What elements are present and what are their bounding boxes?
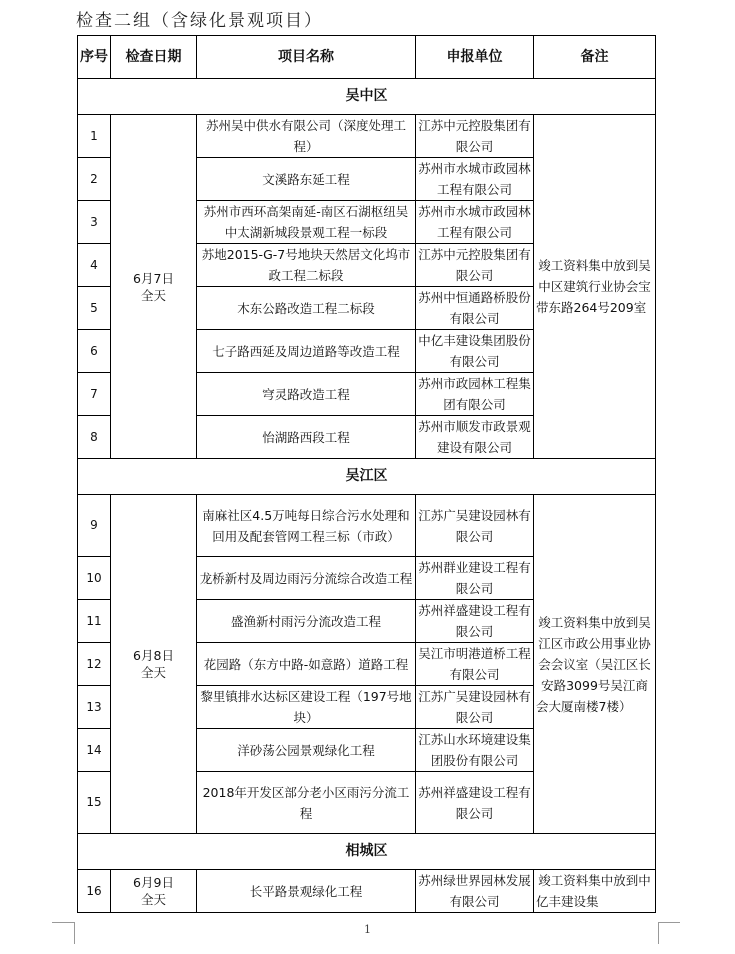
row-number: 5 — [78, 287, 111, 330]
remark: 竣工资料集中放到中亿丰建设集 — [534, 870, 656, 913]
inspection-date: 6月7日 全天 — [111, 115, 197, 459]
row-number: 6 — [78, 330, 111, 373]
header-date: 检查日期 — [111, 36, 197, 79]
project-name: 黎里镇排水达标区建设工程（197号地块） — [197, 686, 416, 729]
row-number: 4 — [78, 244, 111, 287]
project-name: 文溪路东延工程 — [197, 158, 416, 201]
applicant-unit: 中亿丰建设集团股份有限公司 — [416, 330, 534, 373]
header-no: 序号 — [78, 36, 111, 79]
table-row — [78, 495, 656, 557]
project-name: 南麻社区4.5万吨每日综合污水处理和回用及配套管网工程三标（市政） — [197, 495, 416, 557]
applicant-unit: 苏州市水城市政园林工程有限公司 — [416, 201, 534, 244]
row-number: 7 — [78, 373, 111, 416]
page-number: 1 — [364, 923, 371, 936]
project-name: 木东公路改造工程二标段 — [197, 287, 416, 330]
applicant-unit: 江苏广吴建设园林有限公司 — [416, 495, 534, 557]
project-name: 苏州市西环高架南延-南区石湖枢纽吴中太湖新城段景观工程一标段 — [197, 201, 416, 244]
row-number: 8 — [78, 416, 111, 459]
project-name: 长平路景观绿化工程 — [197, 870, 416, 913]
applicant-unit: 苏州市顺发市政景观建设有限公司 — [416, 416, 534, 459]
project-name: 盛渔新村雨污分流改造工程 — [197, 600, 416, 643]
applicant-unit: 江苏广吴建设园林有限公司 — [416, 686, 534, 729]
header-project-name: 项目名称 — [197, 36, 416, 79]
row-number: 1 — [78, 115, 111, 158]
row-number: 14 — [78, 729, 111, 772]
applicant-unit: 江苏中元控股集团有限公司 — [416, 244, 534, 287]
project-name: 怡湖路西段工程 — [197, 416, 416, 459]
header-row — [78, 36, 656, 79]
applicant-unit: 苏州祥盛建设工程有限公司 — [416, 600, 534, 643]
table-row — [78, 115, 656, 158]
district-row — [78, 79, 656, 115]
district-row — [78, 834, 656, 870]
row-number: 16 — [78, 870, 111, 913]
applicant-unit: 苏州祥盛建设工程有限公司 — [416, 772, 534, 834]
row-number: 13 — [78, 686, 111, 729]
project-name: 苏州吴中供水有限公司（深度处理工程） — [197, 115, 416, 158]
remark: 竣工资料集中放到吴中区建筑行业协会宝带东路264号209室 — [534, 115, 656, 459]
table-row — [78, 870, 656, 913]
inspection-date: 6月9日 全天 — [111, 870, 197, 913]
row-number: 12 — [78, 643, 111, 686]
header-unit: 申报单位 — [416, 36, 534, 79]
project-name: 穹灵路改造工程 — [197, 373, 416, 416]
applicant-unit: 苏州市政园林工程集团有限公司 — [416, 373, 534, 416]
district-name: 相城区 — [78, 834, 656, 870]
inspection-date: 6月8日 全天 — [111, 495, 197, 834]
page-title: 检查二组（含绿化景观项目） — [76, 11, 323, 31]
inspection-table — [77, 35, 656, 913]
applicant-unit: 江苏山水环境建设集团股份有限公司 — [416, 729, 534, 772]
row-number: 3 — [78, 201, 111, 244]
project-name: 七子路西延及周边道路等改造工程 — [197, 330, 416, 373]
header-note: 备注 — [534, 36, 656, 79]
row-number: 9 — [78, 495, 111, 557]
applicant-unit: 苏州群业建设工程有限公司 — [416, 557, 534, 600]
district-name: 吴江区 — [78, 459, 656, 495]
applicant-unit: 苏州中恒通路桥股份有限公司 — [416, 287, 534, 330]
row-number: 11 — [78, 600, 111, 643]
district-row — [78, 459, 656, 495]
project-name: 花园路（东方中路-如意路）道路工程 — [197, 643, 416, 686]
project-name: 洋砂荡公园景观绿化工程 — [197, 729, 416, 772]
applicant-unit: 江苏中元控股集团有限公司 — [416, 115, 534, 158]
row-number: 2 — [78, 158, 111, 201]
applicant-unit: 吴江市明港道桥工程有限公司 — [416, 643, 534, 686]
remark: 竣工资料集中放到吴江区市政公用事业协会会议室（吴江区长安路3099号吴江商会大厦南楼7楼） — [534, 495, 656, 834]
row-number: 10 — [78, 557, 111, 600]
applicant-unit: 苏州市水城市政园林工程有限公司 — [416, 158, 534, 201]
project-name: 龙桥新村及周边雨污分流综合改造工程 — [197, 557, 416, 600]
project-name: 2018年开发区部分老小区雨污分流工程 — [197, 772, 416, 834]
district-name: 吴中区 — [78, 79, 656, 115]
row-number: 15 — [78, 772, 111, 834]
project-name: 苏地2015-G-7号地块天然居文化坞市政工程二标段 — [197, 244, 416, 287]
applicant-unit: 苏州绿世界园林发展有限公司 — [416, 870, 534, 913]
